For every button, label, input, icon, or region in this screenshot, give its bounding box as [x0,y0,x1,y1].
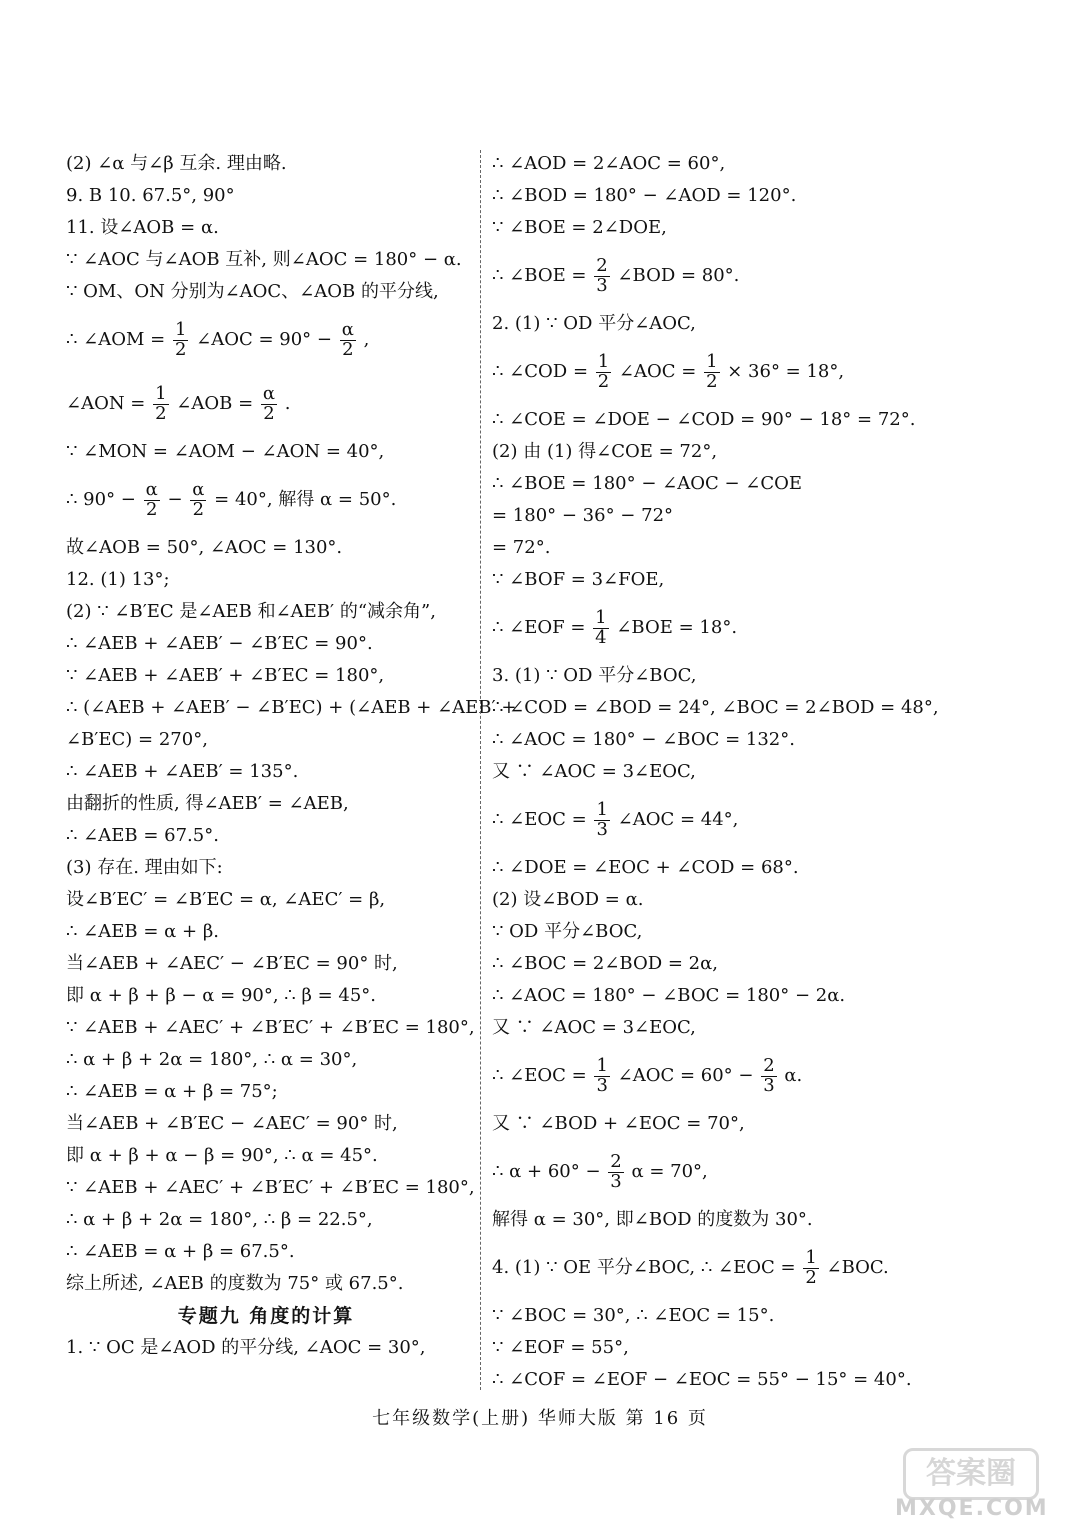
formula-text: α. [778,1065,803,1086]
text-line: ∴ ∠AEB = α + β. [66,921,219,942]
formula-line [66,372,466,436]
text-line: ∵ OD 平分∠BOC, [492,921,643,942]
denominator: 3 [596,818,608,840]
text-line: 解得 α = 30°, 即∠BOD 的度数为 30°. [492,1209,813,1230]
text-line: ∴ ∠AEB + ∠AEB′ = 135°. [66,761,299,782]
text-line: ∴ ∠DOE = ∠EOC + ∠COD = 68°. [492,857,799,878]
text-line: ∵ ∠AEB + ∠AEC′ + ∠B′EC′ + ∠B′EC = 180°, [66,1177,475,1198]
denominator: 3 [763,1074,775,1096]
formula-text: ∠BOD = 80°. [611,265,740,286]
formula-text: = 40°, 解得 α = 50°. [208,489,397,510]
formula-text: 4. (1) ∵ OE 平分∠BOC, ∴ ∠EOC = [492,1257,802,1278]
formula-text: ∴ ∠EOC = [492,809,593,830]
numerator: 1 [155,382,167,404]
text-line: 3. (1) ∵ OD 平分∠BOC, [492,665,697,686]
formula-text: ∴ ∠AOM = [66,329,171,350]
formula-line [492,340,1032,404]
text-line: ∵ ∠BOF = 3∠FOE, [492,569,665,590]
text-line: 12. (1) 13°; [66,569,170,590]
fraction [190,478,206,520]
denominator: 2 [155,402,167,424]
text-line: ∴ ∠AOC = 180° − ∠BOC = 180° − 2α. [492,985,846,1006]
watermark-seal: 答案圈 [903,1448,1039,1500]
text-line: ∴ ∠AOC = 180° − ∠BOC = 132°. [492,729,795,750]
formula-line [492,788,1032,852]
fraction [704,350,719,392]
numerator: α [145,478,158,500]
text-line: = 72°. [492,537,551,558]
fraction [594,1054,609,1096]
formula-text: , [357,329,370,350]
fraction [594,798,609,840]
text-line: 2. (1) ∵ OD 平分∠AOC, [492,313,696,334]
denominator: 4 [595,626,607,648]
formula-text: ∠AOC = 90° − [190,329,338,350]
formula-text: − [161,489,189,510]
fraction [340,318,356,360]
formula-text: ∠AON = [66,393,152,414]
text-line: 即 α + β + β − α = 90°, ∴ β = 45°. [66,985,377,1006]
formula-line [492,244,1032,308]
text-line: 又 ∵ ∠AOC = 3∠EOC, [492,1017,696,1038]
numerator: 2 [610,1150,622,1172]
numerator: α [192,478,205,500]
page-footer: 七年级数学(上册) 华师大版 第 16 页 [372,1408,708,1429]
text-line: (2) 由 (1) 得∠COE = 72°, [492,441,718,462]
text-line: (2) ∠α 与∠β 互余. 理由略. [66,153,287,174]
formula-text: ∴ ∠BOE = [492,265,593,286]
denominator: 2 [706,370,718,392]
text-line: 11. 设∠AOB = α. [66,217,219,238]
text-line: (3) 存在. 理由如下: [66,857,223,878]
text-line: ∴ ∠BOC = 2∠BOD = 2α, [492,953,719,974]
text-line: ∵ ∠BOC = 30°, ∴ ∠EOC = 15°. [492,1305,775,1326]
formula-text: × 36° = 18°, [721,361,845,382]
right-column [492,148,1032,1396]
formula-text: ∴ 90° − [66,489,142,510]
text-line: 又 ∵ ∠BOD + ∠EOC = 70°, [492,1113,745,1134]
denominator: 3 [596,274,608,296]
text-line: ∵ ∠BOE = 2∠DOE, [492,217,667,238]
formula-line [492,1140,1032,1204]
text-line: ∴ ∠AEB = α + β = 75°; [66,1081,278,1102]
text-line: (2) ∵ ∠B′EC 是∠AEB 和∠AEB′ 的“减余角”, [66,601,436,622]
watermark [895,1448,1049,1526]
fraction [173,318,188,360]
numerator: 1 [597,350,610,372]
numerator: 1 [805,1246,817,1268]
text-line: 设∠B′EC′ = ∠B′EC = α, ∠AEC′ = β, [66,889,386,910]
text-line: ∴ (∠AEB + ∠AEB′ − ∠B′EC) + (∠AEB + ∠AEB′ + [66,697,517,718]
numerator: 1 [174,318,187,340]
text-line: ∴ α + β + 2α = 180°, ∴ β = 22.5°, [66,1209,373,1230]
denominator: 2 [597,370,610,392]
formula-text: ∠AOC = [613,361,703,382]
text-line: 当∠AEB + ∠AEC′ − ∠B′EC = 90° 时, [66,953,398,974]
text-line: ∴ ∠BOE = 180° − ∠AOC − ∠COE [492,473,803,494]
formula-line [492,1236,1032,1300]
text-line: ∴ ∠AEB = 67.5°. [66,825,219,846]
numerator: 1 [706,350,718,372]
text-line: 当∠AEB + ∠B′EC − ∠AEC′ = 90° 时, [66,1113,398,1134]
numerator: 1 [596,1054,608,1076]
text-line: 9. B 10. 67.5°, 90° [66,185,235,206]
text-line: 即 α + β + α − β = 90°, ∴ α = 45°. [66,1145,378,1166]
text-line: ∵ ∠AEB + ∠AEB′ + ∠B′EC = 180°, [66,665,385,686]
text-line: ∴ ∠COF = ∠EOF − ∠EOC = 55° − 15° = 40°. [492,1369,912,1390]
fraction [596,350,611,392]
formula-text: ∠AOC = 44°, [611,809,739,830]
fraction [594,254,609,296]
fraction [144,478,160,520]
text-line: ∴ ∠AEB + ∠AEB′ − ∠B′EC = 90°. [66,633,373,654]
formula-text: ∠AOB = [170,393,259,414]
formula-line [492,1044,1032,1108]
fraction [593,606,608,648]
numerator: 1 [596,798,608,820]
denominator: 3 [610,1170,622,1192]
text-line: ∠B′EC) = 270°, [66,729,208,750]
formula-text: . [279,393,291,414]
text-line: ∴ ∠BOD = 180° − ∠AOD = 120°. [492,185,797,206]
left-column [66,148,517,1364]
numerator: α [262,382,276,404]
denominator: 2 [263,402,275,424]
numerator: α [341,318,354,340]
fraction [153,382,168,424]
formula-text: ∠AOC = 60° − [611,1065,760,1086]
formula-text: ∴ α + 60° − [492,1161,607,1182]
text-line: ∴ α + β + 2α = 180°, ∴ α = 30°, [66,1049,358,1070]
fraction [261,382,277,424]
text-line: 由翻折的性质, 得∠AEB′ = ∠AEB, [66,793,349,814]
text-line: 1. ∵ OC 是∠AOD 的平分线, ∠AOC = 30°, [66,1337,426,1358]
watermark-site: MXQE.COM [895,1496,1049,1521]
denominator: 2 [805,1266,817,1288]
fraction [608,1150,623,1192]
formula-text: ∠BOE = 18°. [610,617,738,638]
formula-text: ∠BOC. [820,1257,889,1278]
numerator: 2 [763,1054,775,1076]
text-line: ∴ ∠AEB = α + β = 67.5°. [66,1241,295,1262]
text-line: ∵ ∠AOC 与∠AOB 互补, 则∠AOC = 180° − α. [66,249,462,270]
formula-line [66,308,466,372]
formula-text: α = 70°, [625,1161,708,1182]
formula-text: ∴ ∠EOC = [492,1065,593,1086]
text-line: ∴ ∠COD = ∠BOD = 24°, ∠BOC = 2∠BOD = 48°, [492,697,939,718]
denominator: 2 [145,498,158,520]
column-divider [480,150,481,1390]
text-line: (2) 设∠BOD = α. [492,889,644,910]
numerator: 1 [595,606,607,628]
text-line: 综上所述, ∠AEB 的度数为 75° 或 67.5°. [66,1273,404,1294]
text-line: 又 ∵ ∠AOC = 3∠EOC, [492,761,696,782]
denominator: 2 [192,498,205,520]
formula-text: ∴ ∠COD = [492,361,594,382]
fraction [803,1246,818,1288]
denominator: 2 [174,338,187,360]
denominator: 2 [342,338,354,360]
denominator: 3 [596,1074,608,1096]
text-line: = 180° − 36° − 72° [492,505,674,526]
text-line: ∴ ∠AOD = 2∠AOC = 60°, [492,153,726,174]
text-line: ∴ ∠COE = ∠DOE − ∠COD = 90° − 18° = 72°. [492,409,916,430]
formula-line [492,596,1032,660]
text-line: ∵ ∠MON = ∠AOM − ∠AON = 40°, [66,441,385,462]
formula-text: ∴ ∠EOF = [492,617,592,638]
section-title: 专题九 角度的计算 [177,1305,355,1327]
text-line: ∵ ∠EOF = 55°, [492,1337,629,1358]
text-line: ∵ ∠AEB + ∠AEC′ + ∠B′EC′ + ∠B′EC = 180°, [66,1017,475,1038]
text-line: ∵ OM、ON 分别为∠AOC、∠AOB 的平分线, [66,281,439,302]
fraction [761,1054,776,1096]
formula-line [66,468,466,532]
numerator: 2 [596,254,608,276]
text-line: 故∠AOB = 50°, ∠AOC = 130°. [66,537,343,558]
